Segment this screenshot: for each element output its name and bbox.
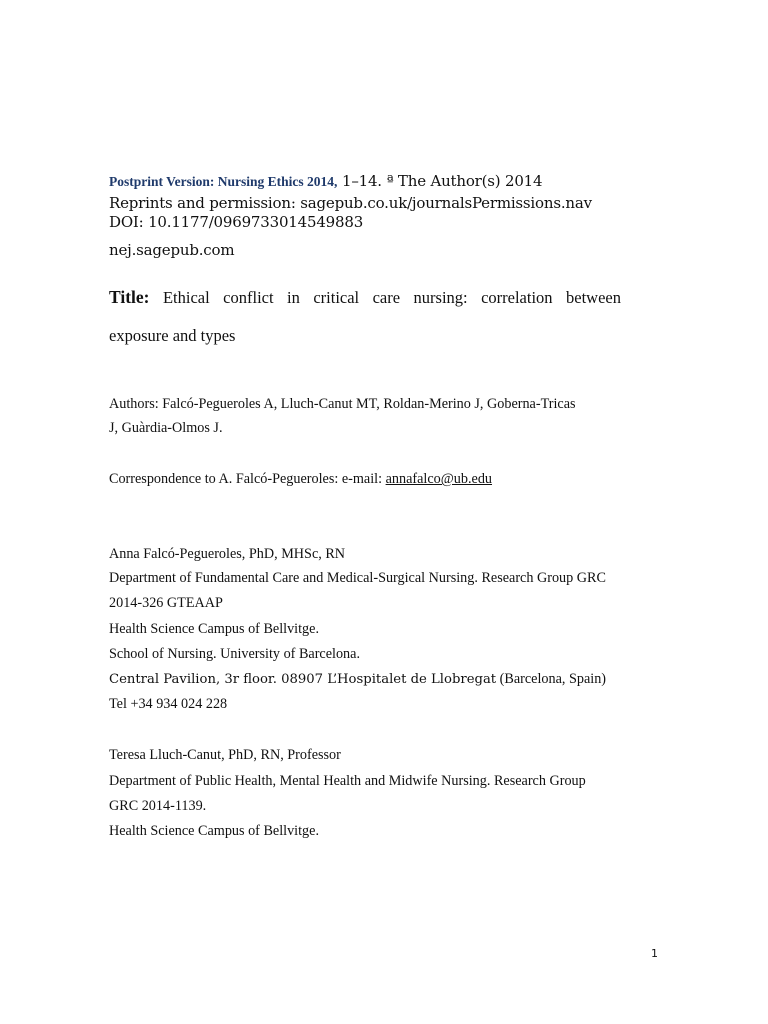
correspondence-prefix: Correspondence to A. Falcó-Pegueroles: e-mail: (109, 471, 386, 487)
author1-school: School of Nursing. University of Barcelona. (109, 646, 360, 662)
author2-name: Teresa Lluch-Canut, PhD, RN, Professor (109, 747, 341, 763)
author1-dept-line-2: 2014-326 GTEAAP (109, 595, 223, 611)
email-link[interactable]: annafalco@ub.edu (385, 471, 493, 487)
address-city: (Barcelona, Spain) (496, 671, 607, 687)
page-number: 1 (651, 947, 658, 960)
author2-dept-line-1: Department of Public Health, Mental Health and Midwife Nursing. Research Group (109, 773, 586, 789)
authors-line-2: J, Guàrdia-Olmos J. (109, 420, 223, 436)
author1-dept-line-1: Department of Fundamental Care and Medical-Surgical Nursing. Research Group GRC (109, 570, 606, 586)
journal-website: nej.sagepub.com (109, 241, 235, 259)
title-line-2: exposure and types (109, 326, 236, 345)
reprints-permission: Reprints and permission: sagepub.co.uk/journalsPermissions.nav (109, 194, 592, 212)
author1-campus: Health Science Campus of Bellvitge. (109, 621, 319, 637)
author2-dept-line-2: GRC 2014-1139. (109, 798, 207, 814)
author1-address (109, 671, 606, 688)
address-pavilion: Central Pavilion, 3r floor. 08907 L’Hospitalet de Llobregat (109, 672, 497, 687)
author1-name: Anna Falcó-Pegueroles, PhD, MHSc, RN (109, 546, 346, 562)
pages-copyright: 1–14. ª The Author(s) 2014 (337, 172, 543, 190)
author2-campus: Health Science Campus of Bellvitge. (109, 823, 319, 839)
title-label: Title: (109, 287, 150, 307)
correspondence-line (109, 471, 492, 488)
authors-line-1: Authors: Falcó-Pegueroles A, Lluch-Canut MT, Roldan-Merino J, Goberna-Tricas (109, 396, 576, 412)
title-line-1 (109, 287, 621, 308)
doi-line: DOI: 10.1177/0969733014549883 (109, 213, 364, 231)
postprint-label: Postprint Version: Nursing Ethics 2014, (109, 174, 338, 189)
author1-tel: Tel +34 934 024 228 (109, 696, 228, 712)
title-text-1: Ethical conflict in critical care nursing: correlation between (149, 288, 621, 307)
journal-citation-line (109, 172, 542, 190)
